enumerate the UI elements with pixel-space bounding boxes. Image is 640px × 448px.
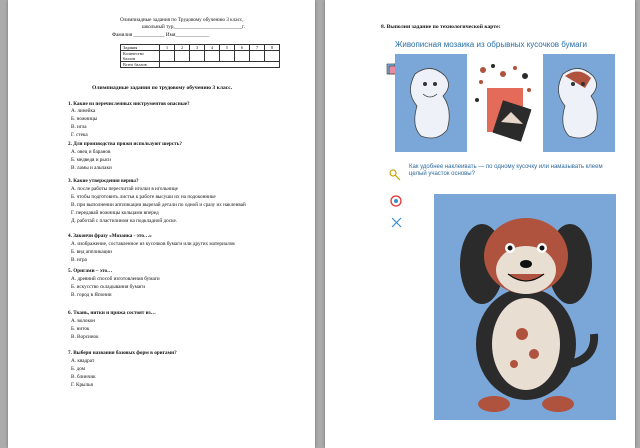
table-cell: 4 [205,45,220,51]
answer-option: Г. передавай ножницы кольцами вперед [71,210,159,216]
table-row [121,62,280,68]
answer-option: Б. медведя и рыси [71,157,111,163]
table-cell: 8 [265,45,280,51]
key-icon [389,168,401,186]
answer-option: В. ламы и альпаки [71,165,112,171]
answer-option: Г. Крылья [71,382,93,388]
brush-icon [391,215,403,233]
table-row [121,51,280,62]
answer-option: А. овец и баранов [71,149,111,155]
table-cell: 5 [220,45,235,51]
table-cell: 3 [190,45,205,51]
question-7-title: 7. Выбери названия базовых форм в оригами? [68,350,177,356]
answer-option: В. блинчик [71,374,96,380]
answer-option: Б. ниток [71,326,90,332]
answer-option: Б. дом [71,366,85,372]
answer-option: Д. работай с пластилином на подкладной доске. [71,218,178,224]
answer-option: В. город в Японии [71,292,112,298]
table-cell: 6 [235,45,250,51]
header-line-3: Фамилия ____________ Имя_____________ [112,32,210,38]
mosaic-dog-image [434,194,616,425]
answer-option: Б. чтобы подготовить листья к работе высуши их на подоконнике [71,194,216,200]
answer-option: А. изображение, составленное из кусочков бумаги или других материалов [71,241,235,247]
step-1-outline-image [395,54,467,157]
question-6-title: 6. Ткань, нитки и пряжа состоят из… [68,310,156,316]
answer-option: В. Ворсинок [71,334,99,340]
answer-option: Б. искусство складывания бумаги [71,284,146,290]
table-cell: 7 [250,45,265,51]
question-5-title: 5. Оригами – это… [68,268,113,274]
page-title: Олимпиадные задания по трудовому обучению 3 класс. [92,85,233,91]
palette-icon [389,194,403,213]
table-cell: Количество баллов [121,51,160,62]
answer-option: Г. стека [71,132,88,138]
question-2-title: 2. Для производства пряжи используют шерсть? [68,141,182,147]
answer-option: Б. вид аппликации [71,249,112,255]
right-document-page [325,0,635,448]
answer-option: А. волокон [71,318,96,324]
table-cell: Всего баллов [121,62,160,68]
answer-option: А. линейка [71,108,96,114]
answer-option: В. игла [71,124,87,130]
paper-pieces-image [473,60,537,153]
question-3-title: 3. Какие утверждения верны? [68,178,139,184]
answer-option: В. при выполнении аппликации вырезай детали по одной и сразу их наклеивай [71,202,246,208]
table-cell: 2 [175,45,190,51]
score-table [120,44,280,68]
answer-option: В. игра [71,257,87,263]
header-line-2: школьный тур,__________________________г. [142,24,246,30]
answer-option: Б. ножницы [71,116,98,122]
question-4-title: 4. Закончи фразу «Мозаика - это…» [68,233,152,239]
mosaic-hint: Как удобнее наклеивать — по одному кусочку или намазывать клеем целый участок основы? [409,164,603,177]
mosaic-title: Живописная мозаика из обрывных кусочков бумаги [395,40,587,49]
header-line-1: Олимпиадные задания по Трудовому обучению 3 класс, [120,17,244,23]
left-document-page [8,0,315,448]
step-3-outline-image [543,54,615,157]
table-cell: Задания [121,45,160,51]
question-1-title: 1. Какие из перечисленных инструментов опасные? [68,101,190,107]
answer-option: А. древний способ изготовления бумаги [71,276,160,282]
answer-option: А. после работы пересчитай иголки в игольнице [71,186,178,192]
task-8-title: 8. Выполни задание по технологической карте: [381,24,501,30]
answer-option: А. квадрат [71,358,95,364]
table-cell: 1 [160,45,175,51]
